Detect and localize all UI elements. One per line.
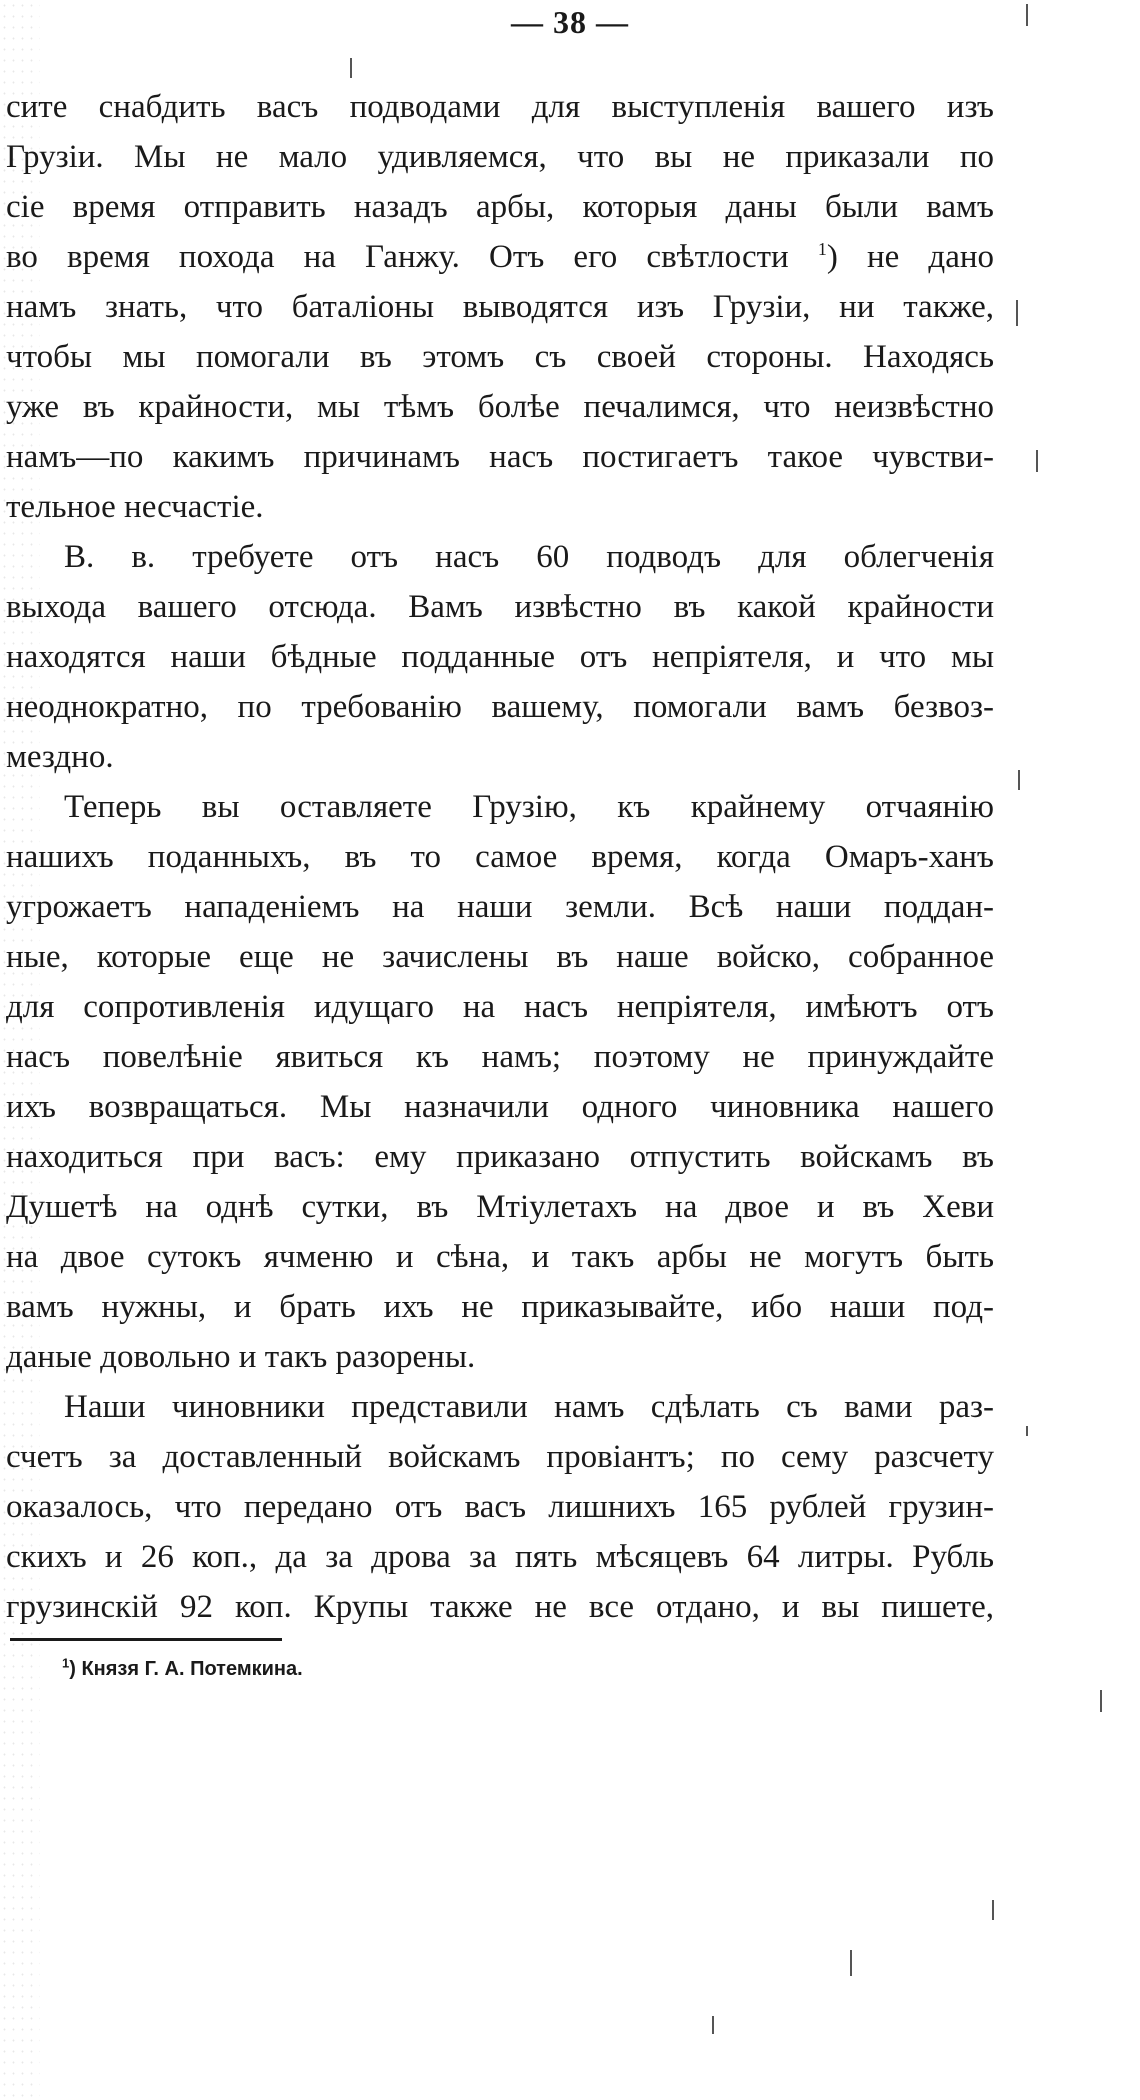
text-line-with-footnote [6,232,994,282]
footnote-text: ) Князя Г. А. Потемкина. [69,1658,303,1680]
scan-artifact [1016,300,1018,326]
body-text [6,82,994,1632]
scan-artifact [992,1900,994,1920]
text-line: оказалось, что передано отъ васъ лишнихъ 165 рублей грузин- [6,1489,994,1525]
text-line: мездно. [6,739,114,775]
text-line: Наши чиновники представили намъ сдѣлать съ вами раз- [64,1389,994,1425]
text-line: насъ повелѣніе явиться къ намъ; поэтому не принуждайте [6,1039,994,1075]
text-line: нашихъ поданныхъ, въ то самое время, когда Омаръ-ханъ [6,839,994,875]
scan-artifact [1026,4,1028,26]
text-line: для сопротивленія идущаго на насъ непріятеля, имѣютъ отъ [6,989,994,1025]
text-line: уже въ крайности, мы тѣмъ болѣе печалимся, что неизвѣстно [6,389,994,425]
text-line: Теперь вы оставляете Грузію, къ крайнему отчаянію [64,789,994,825]
text-line: находиться при васъ: ему приказано отпустить войскамъ въ [6,1139,994,1175]
footnote-marker: 1 [62,1655,70,1671]
text-line: тельное несчастіе. [6,489,264,525]
text-line: ихъ возвращаться. Мы назначили одного чиновника нашего [6,1089,994,1125]
text-line: неоднократно, по требованію вашему, помогали вамъ безвоз- [6,689,994,725]
text-line: выхода вашего отсюда. Вамъ извѣстно въ какой крайности [6,589,994,625]
text-line: грузинскій 92 коп. Крупы также не все отдано, и вы пишете, [6,1589,994,1625]
text-line: на двое сутокъ ячменю и сѣна, и такъ арбы не могутъ быть [6,1239,994,1275]
scan-artifact [1018,770,1020,790]
text-line: угрожаетъ нападеніемъ на наши земли. Всѣ наши поддан- [6,889,994,925]
text-line: сите снабдить васъ подводами для выступленія вашего изъ [6,89,994,125]
scan-artifact [1100,1690,1102,1712]
scan-artifact [350,58,352,78]
text-line: счетъ за доставленный войскамъ провіантъ; по сему разсчету [6,1439,994,1475]
scan-artifact [1036,450,1038,472]
text-line: даные довольно и такъ разорены. [6,1339,476,1375]
text-line-start: во время похода на Ганжу. Отъ его свѣтлости [6,239,789,275]
text-line: намъ—по какимъ причинамъ насъ постигаетъ такое чувстви- [6,439,994,475]
scan-artifact [712,2016,714,2034]
text-line: Душетѣ на однѣ сутки, въ Мтіулетахъ на двое и въ Хеви [6,1189,994,1225]
text-line-end: ) не дано [826,239,994,275]
text-line: В. в. требуете отъ насъ 60 подводъ для облегченія [64,539,994,575]
page-number: — 38 — [511,4,629,40]
text-line: Грузіи. Мы не мало удивляемся, что вы не приказали по [6,139,994,175]
text-line: скихъ и 26 коп., да за дрова за пять мѣсяцевъ 64 литры. Рубль [6,1539,994,1575]
text-line: находятся наши бѣдные подданные отъ непріятеля, и что мы [6,639,994,675]
text-line: ные, которые еще не зачислены въ наше войско, собранное [6,939,994,975]
text-line: вамъ нужны, и брать ихъ не приказывайте, ибо наши под- [6,1289,994,1325]
footnote-marker: 1 [817,239,827,259]
scan-artifact [850,1950,852,1976]
text-line: намъ знать, что баталіоны выводятся изъ Грузіи, ни также, [6,289,994,325]
text-line: сіе время отправить назадъ арбы, которыя даны были вамъ [6,189,994,225]
footnote-divider [10,1638,282,1641]
text-line: чтобы мы помогали въ этомъ съ своей стороны. Находясь [6,339,994,375]
footnote [62,1655,303,1681]
scan-artifact [1026,1426,1028,1436]
